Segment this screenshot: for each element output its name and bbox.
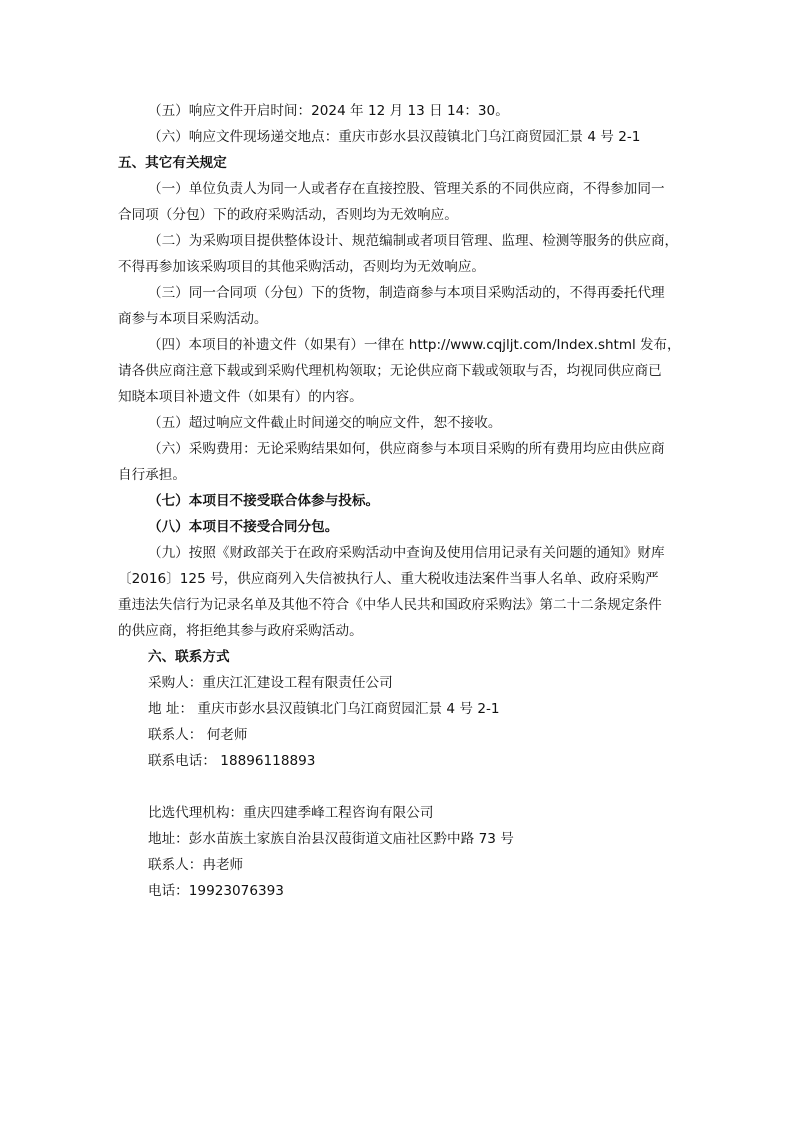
rule-9-line-3: 重违法失信行为记录名单及其他不符合《中华人民共和国政府采购法》第二十二条规定条件 [118, 597, 662, 613]
section-6-title: 六、联系方式 [148, 649, 230, 665]
opening-time: （五）响应文件开启时间：2024 年 12 月 13 日 14：30。 [148, 103, 509, 119]
purchaser-phone: 联系电话： 18896118893 [148, 753, 316, 769]
rule-7: （七）本项目不接受联合体参与投标。 [148, 493, 380, 509]
rule-2-line-1: （二）为采购项目提供整体设计、规范编制或者项目管理、监理、检测等服务的供应商， [148, 233, 679, 249]
rule-6-line-1: （六）采购费用：无论采购结果如何，供应商参与本项目采购的所有费用均应由供应商 [148, 441, 665, 457]
submission-place: （六）响应文件现场递交地点：重庆市彭水县汉葭镇北门乌江商贸园汇景 4 号 2-1 [148, 129, 641, 145]
rule-3-line-1: （三）同一合同项（分包）下的货物，制造商参与本项目采购活动的，不得再委托代理 [148, 285, 665, 301]
rule-6-line-2: 自行承担。 [118, 467, 186, 483]
rule-4-line-1: （四）本项目的补遗文件（如果有）一律在 http://www.cqjljt.com/Index.shtml 发布， [148, 337, 681, 353]
rule-9-line-1: （九）按照《财政部关于在政府采购活动中查询及使用信用记录有关问题的通知》财库 [148, 545, 665, 561]
purchaser-contact: 联系人： 何老师 [148, 727, 248, 743]
rule-2-line-2: 不得再参加该采购项目的其他采购活动，否则均为无效响应。 [118, 259, 486, 275]
rule-8: （八）本项目不接受合同分包。 [148, 519, 339, 535]
rule-4-line-3: 知晓本项目补遗文件（如果有）的内容。 [118, 389, 363, 405]
purchaser-address: 地 址： 重庆市彭水县汉葭镇北门乌江商贸园汇景 4 号 2-1 [148, 701, 500, 717]
purchaser-name: 采购人：重庆江汇建设工程有限责任公司 [148, 675, 393, 691]
rule-1-line-1: （一）单位负责人为同一人或者存在直接控股、管理关系的不同供应商，不得参加同一 [148, 181, 665, 197]
agency-address: 地址：彭水苗族土家族自治县汉葭街道文庙社区黔中路 73 号 [148, 831, 514, 847]
rule-1-line-2: 合同项（分包）下的政府采购活动，否则均为无效响应。 [118, 207, 458, 223]
section-5-title: 五、其它有关规定 [118, 155, 227, 171]
rule-4-line-2: 请各供应商注意下载或到采购代理机构领取；无论供应商下载或领取与否，均视同供应商已 [118, 363, 662, 379]
rule-5: （五）超过响应文件截止时间递交的响应文件，恕不接收。 [148, 415, 502, 431]
agency-name: 比选代理机构：重庆四建季峰工程咨询有限公司 [148, 805, 434, 821]
agency-phone: 电话：19923076393 [148, 883, 284, 899]
rule-9-line-4: 的供应商，将拒绝其参与政府采购活动。 [118, 623, 363, 639]
agency-contact: 联系人：冉老师 [148, 857, 244, 873]
rule-9-line-2: 〔2016〕125 号，供应商列入失信被执行人、重大税收违法案件当事人名单、政府采购严 [118, 571, 659, 587]
rule-3-line-2: 商参与本项目采购活动。 [118, 311, 268, 327]
